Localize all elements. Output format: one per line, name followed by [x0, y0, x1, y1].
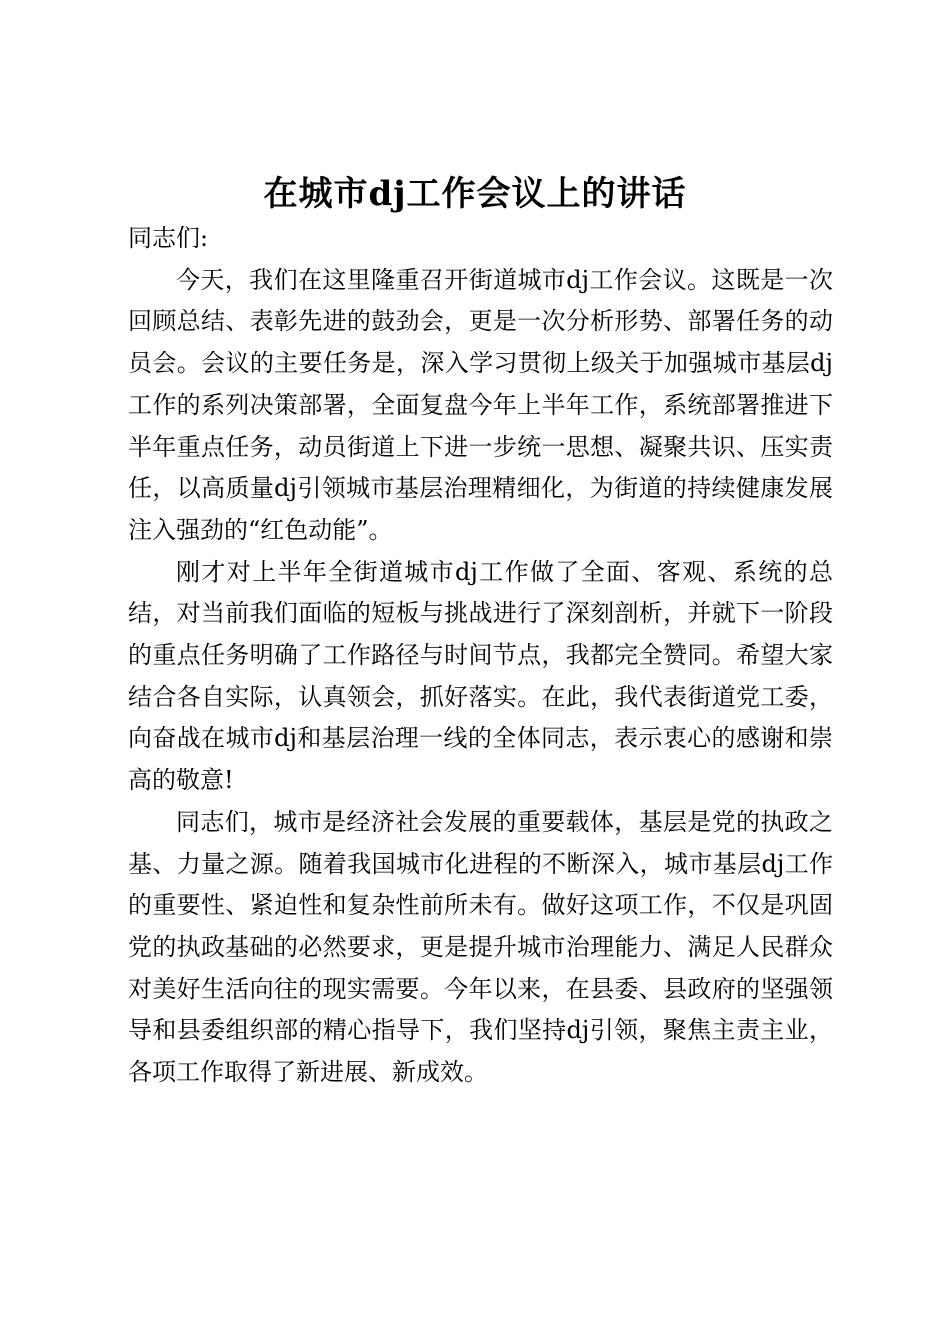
document-body	[128, 218, 833, 1094]
paragraph-1: 今天，我们在这里隆重召开街道城市dj工作会议。这既是一次回顾总结、表彰先进的鼓劲会，更是一次分析形势、部署任务的动员会。会议的主要任务是，深入学习贯彻上级关于加强城市基层dj工作的系列决策部署，全面复盘今年上半年工作，系统部署推进下半年重点任务，动员街道上下进一步统一思想、凝聚共识、压实责任，以高质量dj引领城市基层治理精细化，为街道的持续健康发展注入强劲的“红色动能”。	[128, 265, 833, 544]
salutation: 同志们:	[128, 224, 209, 252]
paragraph-2: 刚才对上半年全街道城市dj工作做了全面、客观、系统的总结，对当前我们面临的短板与挑战进行了深刻剖析，并就下一阶段的重点任务明确了工作路径与时间节点，我都完全赞同。希望大家结合各自实际，认真领会，抓好落实。在此，我代表街道党工委，向奋战在城市dj和基层治理一线的全体同志，表示衷心的感谢和崇高的敬意!	[128, 557, 833, 795]
paragraph-3: 同志们，城市是经济社会发展的重要载体，基层是党的执政之基、力量之源。随着我国城市化进程的不断深入，城市基层dj工作的重要性、紧迫性和复杂性前所未有。做好这项工作，不仅是巩固党的执政基础的必然要求，更是提升城市治理能力、满足人民群众对美好生活向往的现实需要。今年以来，在县委、县政府的坚强领导和县委组织部的精心指导下，我们坚持dj引领，聚焦主责主业，各项工作取得了新进展、新成效。	[128, 807, 833, 1087]
document-title: 在城市dj工作会议上的讲话	[263, 174, 687, 214]
